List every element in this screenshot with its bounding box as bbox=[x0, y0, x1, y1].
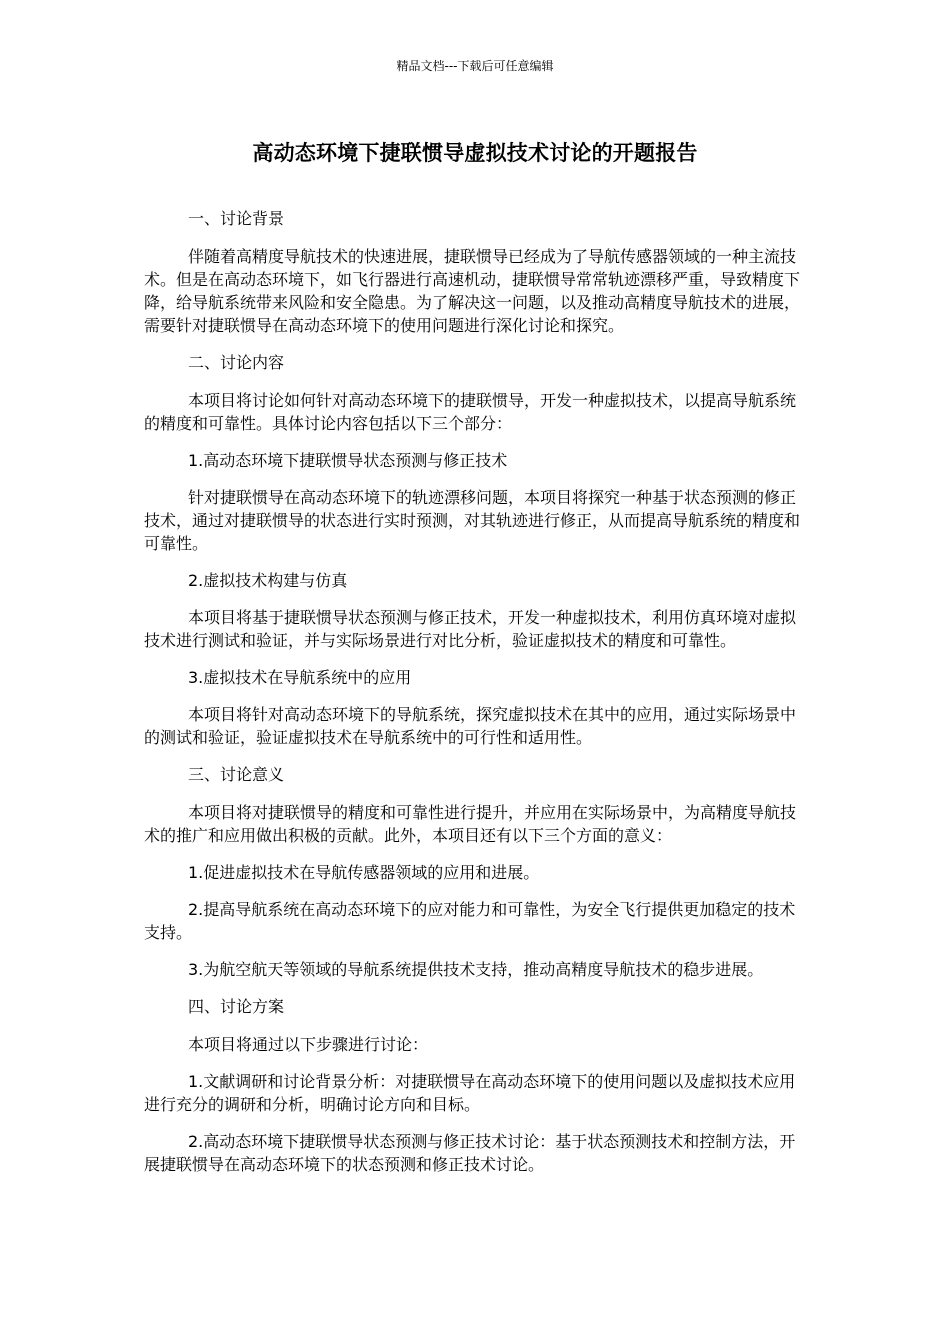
paragraph-content-1: 针对捷联惯导在高动态环境下的轨迹漂移问题，本项目将探究一种基于状态预测的修正技术，通过对捷联惯导的状态进行实时预测，对其轨迹进行修正，从而提高导航系统的精度和可靠性。 bbox=[144, 488, 801, 553]
paragraph-plan-intro: 本项目将通过以下步骤进行讨论： bbox=[188, 1035, 429, 1054]
section-heading-content: 二、讨论内容 bbox=[188, 353, 285, 372]
page-header-watermark: 精品文档---下载后可任意编辑 bbox=[396, 59, 554, 73]
subheading-content-1: 1.高动态环境下捷联惯导状态预测与修正技术 bbox=[188, 451, 508, 470]
paragraph-background: 伴随着高精度导航技术的快速进展，捷联惯导已经成为了导航传感器领域的一种主流技术。但是在高动态环境下，如飞行器进行高速机动，捷联惯导常常轨迹漂移严重，导致精度下降，给导航系统带来风险和安全隐患。为了解决这一问题，以及推动高精度导航技术的进展，需要针对捷联惯导在高动态环境下的使用问题进行深化讨论和探究。 bbox=[144, 247, 801, 335]
paragraph-significance-intro: 本项目将对捷联惯导的精度和可靠性进行提升，并应用在实际场景中，为高精度导航技术的推广和应用做出积极的贡献。此外，本项目还有以下三个方面的意义： bbox=[144, 803, 797, 845]
subheading-content-2: 2.虚拟技术构建与仿真 bbox=[188, 571, 348, 590]
list-item-significance-3: 3.为航空航天等领域的导航系统提供技术支持，推动高精度导航技术的稳步进展。 bbox=[188, 960, 764, 979]
document-body bbox=[144, 207, 807, 1190]
paragraph-content-intro: 本项目将讨论如何针对高动态环境下的捷联惯导，开发一种虚拟技术，以提高导航系统的精度和可靠性。具体讨论内容包括以下三个部分： bbox=[144, 391, 797, 433]
section-heading-significance: 三、讨论意义 bbox=[188, 765, 285, 784]
subheading-content-3: 3.虚拟技术在导航系统中的应用 bbox=[188, 668, 412, 687]
section-heading-background: 一、讨论背景 bbox=[188, 209, 285, 228]
list-item-significance-1: 1.促进虚拟技术在导航传感器领域的应用和进展。 bbox=[188, 863, 540, 882]
list-item-plan-2: 2.高动态环境下捷联惯导状态预测与修正技术讨论：基于状态预测技术和控制方法，开展捷联惯导在高动态环境下的状态预测和修正技术讨论。 bbox=[144, 1132, 796, 1174]
list-item-significance-2: 2.提高导航系统在高动态环境下的应对能力和可靠性，为安全飞行提供更加稳定的技术支持。 bbox=[144, 900, 796, 942]
paragraph-content-3: 本项目将针对高动态环境下的导航系统，探究虚拟技术在其中的应用，通过实际场景中的测试和验证，验证虚拟技术在导航系统中的可行性和适用性。 bbox=[144, 705, 797, 747]
document-title: 高动态环境下捷联惯导虚拟技术讨论的开题报告 bbox=[252, 141, 698, 165]
section-heading-plan: 四、讨论方案 bbox=[188, 997, 285, 1016]
list-item-plan-1: 1.文献调研和讨论背景分析：对捷联惯导在高动态环境下的使用问题以及虚拟技术应用进行充分的调研和分析，明确讨论方向和目标。 bbox=[144, 1072, 796, 1114]
paragraph-content-2: 本项目将基于捷联惯导状态预测与修正技术，开发一种虚拟技术，利用仿真环境对虚拟技术进行测试和验证，并与实际场景进行对比分析，验证虚拟技术的精度和可靠性。 bbox=[144, 608, 797, 650]
